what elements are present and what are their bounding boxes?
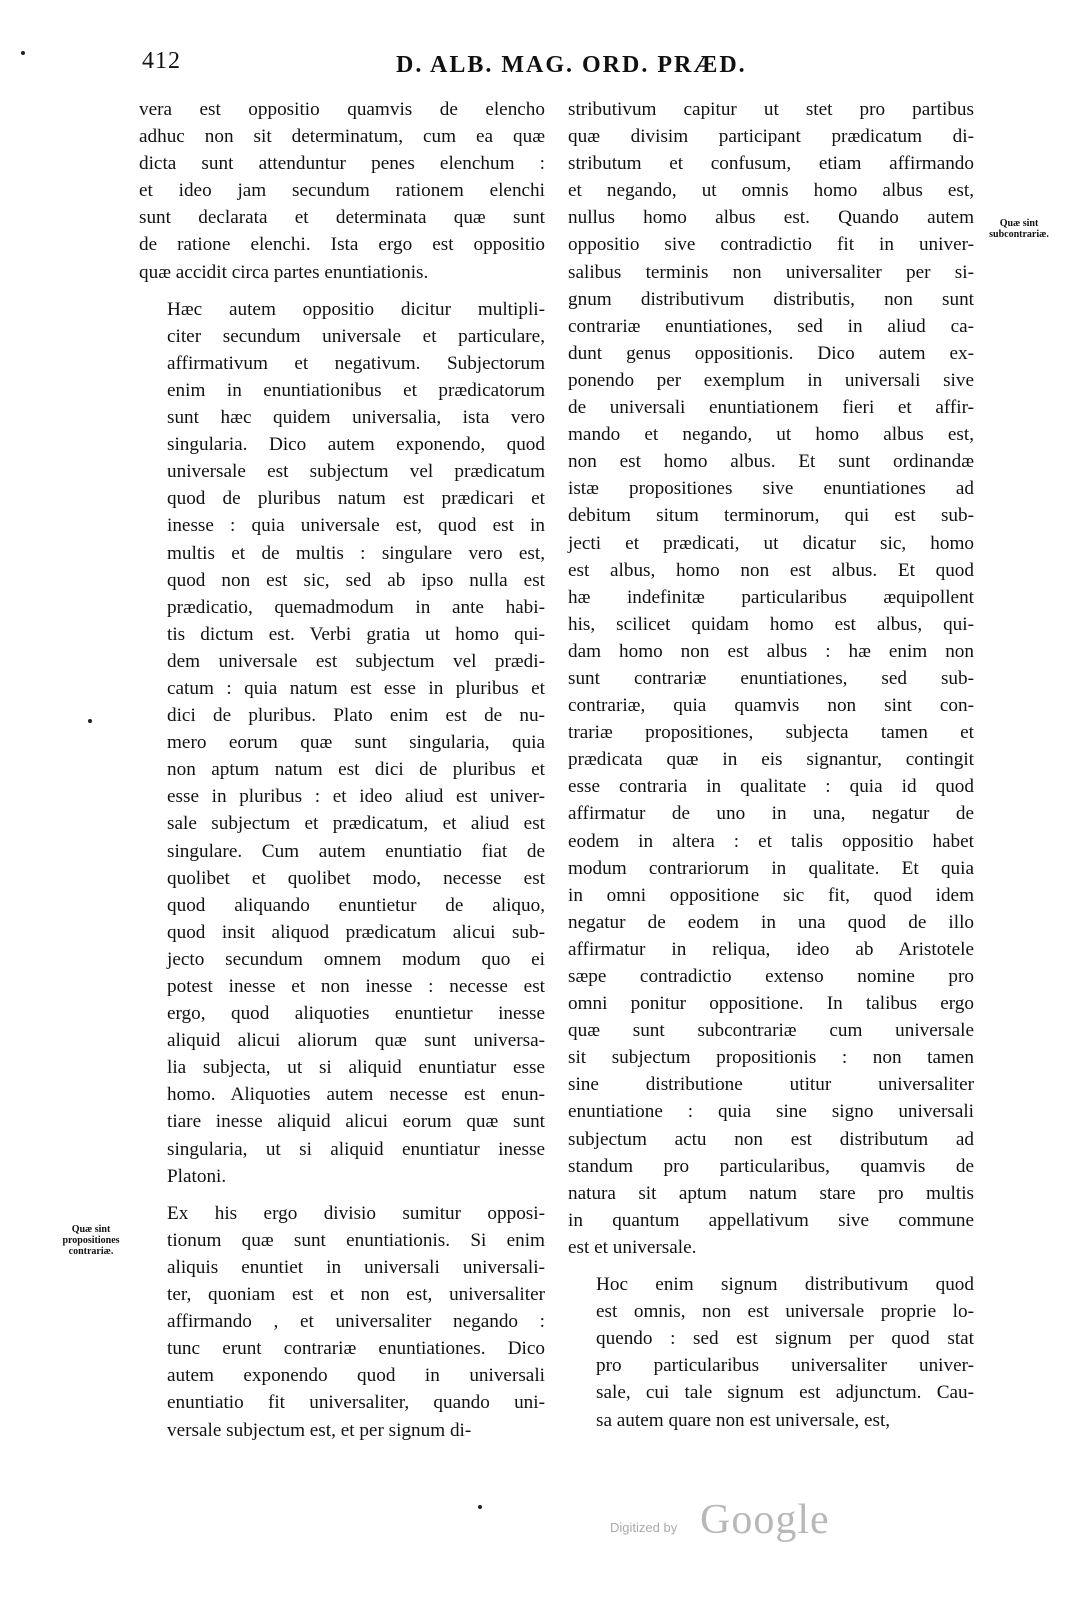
text-line: modum contrariorum in qualitate. Et quia — [568, 857, 974, 879]
left-paragraph-1 — [139, 96, 545, 286]
text-line: potest inesse et non inesse : necesse est — [167, 976, 545, 997]
text-line: tiare inesse aliquid alicui eorum quæ sunt — [167, 1111, 545, 1133]
text-line: quod de pluribus natum est prædicari et — [167, 488, 545, 510]
text-line: et negando, ut omnis homo albus est, — [568, 180, 974, 202]
text-line: tis dictum est. Verbi gratia ut homo qui- — [167, 623, 545, 645]
text-line: mero eorum quæ sunt singularia, quia — [167, 732, 545, 754]
text-line: debitum situm terminorum, qui est sub- — [568, 505, 974, 527]
text-line: catum : quia natum est esse in pluribus et — [167, 677, 545, 699]
text-line: singularia. Dico autem exponendo, quod — [167, 434, 545, 456]
text-line: in omni oppositione sic fit, quod idem — [568, 884, 974, 906]
text-line: pro particularibus universaliter univer- — [596, 1355, 974, 1377]
text-line: affirmatur de uno in una, negatur de — [568, 803, 974, 825]
text-line: non est homo albus. Et sunt ordinandæ — [568, 451, 974, 473]
text-line: quod insit aliquod prædicatum alicui sub- — [167, 921, 545, 943]
text-line: nullus homo albus est. Quando autem — [568, 207, 974, 229]
text-line: subjectum actu non est distributum ad — [568, 1128, 974, 1150]
text-line: quolibet et quolibet modo, necesse est — [167, 867, 545, 889]
text-line: autem exponendo quod in universali — [167, 1365, 545, 1387]
text-line: est et universale. — [568, 1236, 697, 1258]
google-logo: Google — [700, 1497, 830, 1543]
text-line: eodem in altera : et talis oppositio habet — [568, 830, 974, 852]
text-line: jecto secundum omnem modum quo ei — [167, 948, 545, 970]
ink-speck — [21, 51, 25, 55]
text-line: sunt contrariæ enuntiationes, sed sub- — [568, 667, 974, 689]
left-paragraph-2 — [139, 296, 545, 1190]
text-line: quæ accidit circa partes enuntiationis. — [139, 261, 429, 283]
text-line: prædicata quæ in eis signantur, contingit — [568, 749, 974, 771]
right-paragraph-2 — [568, 1271, 974, 1434]
text-line: dicta sunt attenduntur penes elenchum : — [139, 153, 545, 175]
text-line: contrariæ, quia quamvis non sint con- — [568, 695, 974, 717]
text-line: affirmando , et universaliter negando : — [167, 1311, 545, 1333]
text-line: citer secundum universale et particulare, — [167, 325, 545, 347]
text-line: multis et de multis : singulare vero est, — [167, 542, 545, 564]
text-line: enuntiatione : quia sine signo universali — [568, 1101, 974, 1123]
text-line: prædicatio, quemadmodum in ante habi- — [167, 596, 545, 618]
text-line: standum pro particularibus, quamvis de — [568, 1155, 974, 1177]
text-line: in quantum appellativum sive commune — [568, 1209, 974, 1231]
text-line: inesse : quia universale est, quod est in — [167, 515, 545, 537]
text-line: quæ sunt subcontrariæ cum universale — [568, 1020, 974, 1042]
text-line: sale subjectum et prædicatum, et aliud est — [167, 813, 545, 835]
text-line: et ideo jam secundum rationem elenchi — [139, 180, 545, 202]
text-line: quendo : sed est signum per quod stat — [596, 1328, 974, 1350]
text-line: istæ propositiones sive enuntiationes ad — [568, 478, 974, 500]
text-line: universale est subjectum vel prædicatum — [167, 461, 545, 483]
text-line: omni ponitur oppositione. In talibus ergo — [568, 993, 974, 1015]
text-line: singularia, ut si aliquid enuntiatur inesse — [167, 1138, 545, 1160]
text-line: sine distributione utitur universaliter — [568, 1074, 974, 1096]
text-line: est albus, homo non est albus. Et quod — [568, 559, 974, 581]
running-head: D. ALB. MAG. ORD. PRÆD. — [396, 52, 747, 78]
text-line: ergo, quod aliquoties enuntietur inesse — [167, 1003, 545, 1025]
text-line: dunt genus oppositionis. Dico autem ex- — [568, 342, 974, 364]
text-line: tunc erunt contrariæ enuntiationes. Dico — [167, 1338, 545, 1360]
text-line: de ratione elenchi. Ista ergo est oppositio — [139, 234, 545, 256]
text-line: dici de pluribus. Plato enim est de nu- — [167, 705, 545, 727]
digitized-watermark — [610, 1496, 850, 1546]
text-line: stributivum capitur ut stet pro partibus — [568, 99, 974, 120]
text-line: de universali enuntiationem fieri et affir- — [568, 397, 974, 419]
text-line: stributum et confusum, etiam affirmando — [568, 153, 974, 175]
margin-note-right: Quæ sint subcontrariæ. — [989, 218, 1049, 240]
text-line: contrariæ enuntiationes, sed in aliud ca- — [568, 315, 974, 337]
text-line: ter, quoniam est et non est, universaliter — [167, 1284, 545, 1306]
text-line: dem universale est subjectum vel prædi- — [167, 650, 545, 672]
text-line: non aptum natum est dici de pluribus et — [167, 759, 545, 781]
text-line: Hoc enim signum distributivum quod — [596, 1274, 974, 1296]
text-line: aliquid alicui aliorum quæ sunt universa- — [167, 1030, 545, 1052]
text-line: mando et negando, ut homo albus est, — [568, 424, 974, 446]
ink-speck — [478, 1505, 482, 1509]
text-line: est omnis, non est universale proprie lo- — [596, 1301, 974, 1323]
text-line: sit subjectum propositionis : non tamen — [568, 1047, 974, 1069]
digitized-by-label: Digitized by — [610, 1520, 678, 1535]
page-header — [0, 44, 1088, 84]
text-line: quod aliquando enuntietur de aliquo, — [167, 894, 545, 916]
text-line: negatur de eodem in una quod de illo — [568, 911, 974, 933]
text-line: sunt declarata et determinata quæ sunt — [139, 207, 545, 229]
text-line: aliquis enuntiet in universali universali- — [167, 1256, 545, 1278]
text-line: jecti et prædicati, ut dicatur sic, homo — [568, 532, 974, 554]
right-paragraph-1 — [568, 96, 974, 1261]
page-number: 412 — [142, 48, 181, 74]
text-line: enuntiatio fit universaliter, quando uni- — [167, 1392, 545, 1414]
text-line: tionum quæ sunt enuntiationis. Si enim — [167, 1229, 545, 1251]
right-column — [568, 96, 974, 1434]
text-line: hæ indefinitæ particularibus æquipollent — [568, 586, 974, 608]
text-line: affirmatur in reliqua, ideo ab Aristotele — [568, 938, 974, 960]
text-line: natura sit aptum natum stare pro multis — [568, 1182, 974, 1204]
text-line: singulare. Cum autem enuntiatio fiat de — [167, 840, 545, 862]
text-line: sa autem quare non est universale, est, — [596, 1409, 891, 1431]
text-line: Ex his ergo divisio sumitur opposi- — [167, 1202, 545, 1224]
text-line: trariæ propositiones, subjecta tamen et — [568, 722, 974, 744]
text-line: esse in pluribus : et ideo aliud est univer- — [167, 786, 545, 808]
text-line: sæpe contradictio extenso nomine pro — [568, 966, 974, 987]
text-line: homo. Aliquoties autem necesse est enun- — [167, 1084, 545, 1106]
text-line: Platoni. — [167, 1165, 227, 1187]
text-line: adhuc non sit determinatum, cum ea quæ — [139, 126, 545, 148]
ink-speck — [88, 719, 92, 723]
text-line: Hæc autem oppositio dicitur multipli- — [167, 298, 545, 320]
text-line: quod non est sic, sed ab ipso nulla est — [167, 569, 545, 591]
text-line: sunt hæc quidem universalia, ista vero — [167, 407, 545, 429]
text-line: gnum distributivum distributis, non sunt — [568, 288, 974, 310]
text-line: salibus terminis non universaliter per si- — [568, 261, 974, 283]
left-column — [139, 96, 545, 1444]
text-line: quæ divisim participant prædicatum di- — [568, 126, 974, 148]
text-line: sale, cui tale signum est adjunctum. Cau- — [596, 1382, 974, 1404]
text-line: oppositio sive contradictio fit in univer- — [568, 234, 974, 256]
text-line: dam homo non est albus : hæ enim non — [568, 640, 974, 662]
text-line: his, scilicet quidam homo est albus, qui- — [568, 613, 974, 635]
left-paragraph-3 — [139, 1200, 545, 1444]
text-line: versale subjectum est, et per signum di- — [167, 1419, 472, 1441]
text-line: affirmativum et negativum. Subjectorum — [167, 352, 545, 374]
text-line: enim in enuntiationibus et prædicatorum — [167, 379, 545, 401]
text-line: lia subjecta, ut si aliquid enuntiatur esse — [167, 1057, 545, 1079]
text-line: vera est oppositio quamvis de elencho — [139, 99, 545, 120]
margin-note-left: Quæ sint propositiones contrariæ. — [62, 1224, 120, 1257]
text-line: esse contraria in qualitate : quia id quod — [568, 776, 974, 798]
text-line: ponendo per exemplum in universali sive — [568, 369, 974, 391]
